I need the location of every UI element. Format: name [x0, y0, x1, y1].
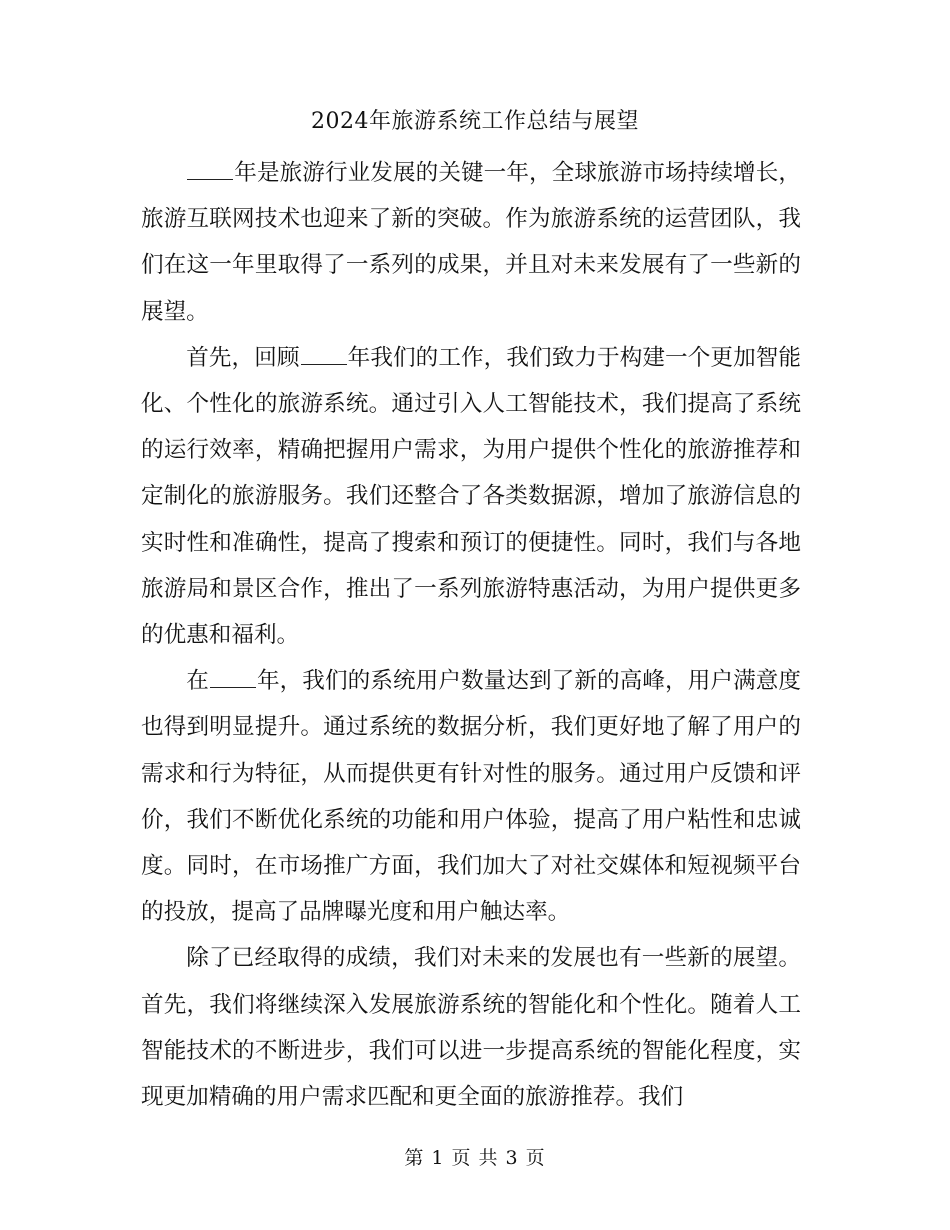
paragraph-3-lead: 在: [186, 668, 209, 695]
blank-field: [187, 161, 233, 180]
paragraph-4: 除了已经取得的成绩，我们对未来的发展也有一些新的展望。首先，我们将继续深入发展旅游系统的智能化和个性化。随着人工智能技术的不断进步，我们可以进一步提高系统的智能化程度，实现更加精确的用户需求匹配和更全面的旅游推荐。我们: [141, 945, 801, 1111]
document-title: 2024年旅游系统工作总结与展望: [311, 109, 639, 134]
paragraph-1-text: 年是旅游行业发展的关键一年，全球旅游市场持续增长，旅游互联网技术也迎来了新的突破。作为旅游系统的运营团队，我们在这一年里取得了一系列的成果，并且对未来发展有了一些新的展望。: [141, 160, 801, 325]
paragraph-3: [141, 658, 801, 935]
document-body: [141, 150, 801, 1120]
paragraph-2: [141, 335, 801, 658]
blank-field: [210, 669, 256, 688]
paragraph-2-text: 年我们的工作，我们致力于构建一个更加智能化、个性化的旅游系统。通过引入人工智能技术，我们提高了系统的运行效率，精确把握用户需求，为用户提供个性化的旅游推荐和定制化的旅游服务。我们还整合了各类数据源，增加了旅游信息的实时性和准确性，提高了搜索和预订的便捷性。同时，我们与各地旅游局和景区合作，推出了一系列旅游特惠活动，为用户提供更多的优惠和福利。: [141, 344, 802, 649]
page-number: 第 1 页 共 3 页: [404, 1147, 546, 1169]
blank-field: [301, 346, 347, 365]
paragraph-1: [141, 150, 801, 335]
paragraph-3-text: 年，我们的系统用户数量达到了新的高峰，用户满意度也得到明显提升。通过系统的数据分析，我们更好地了解了用户的需求和行为特征，从而提供更有针对性的服务。通过用户反馈和评价，我们不断优化系统的功能和用户体验，提高了用户粘性和忠诚度。同时，在市场推广方面，我们加大了对社交媒体和短视频平台的投放，提高了品牌曝光度和用户触达率。: [141, 668, 802, 926]
paragraph-2-lead: 首先，回顾: [186, 344, 300, 371]
